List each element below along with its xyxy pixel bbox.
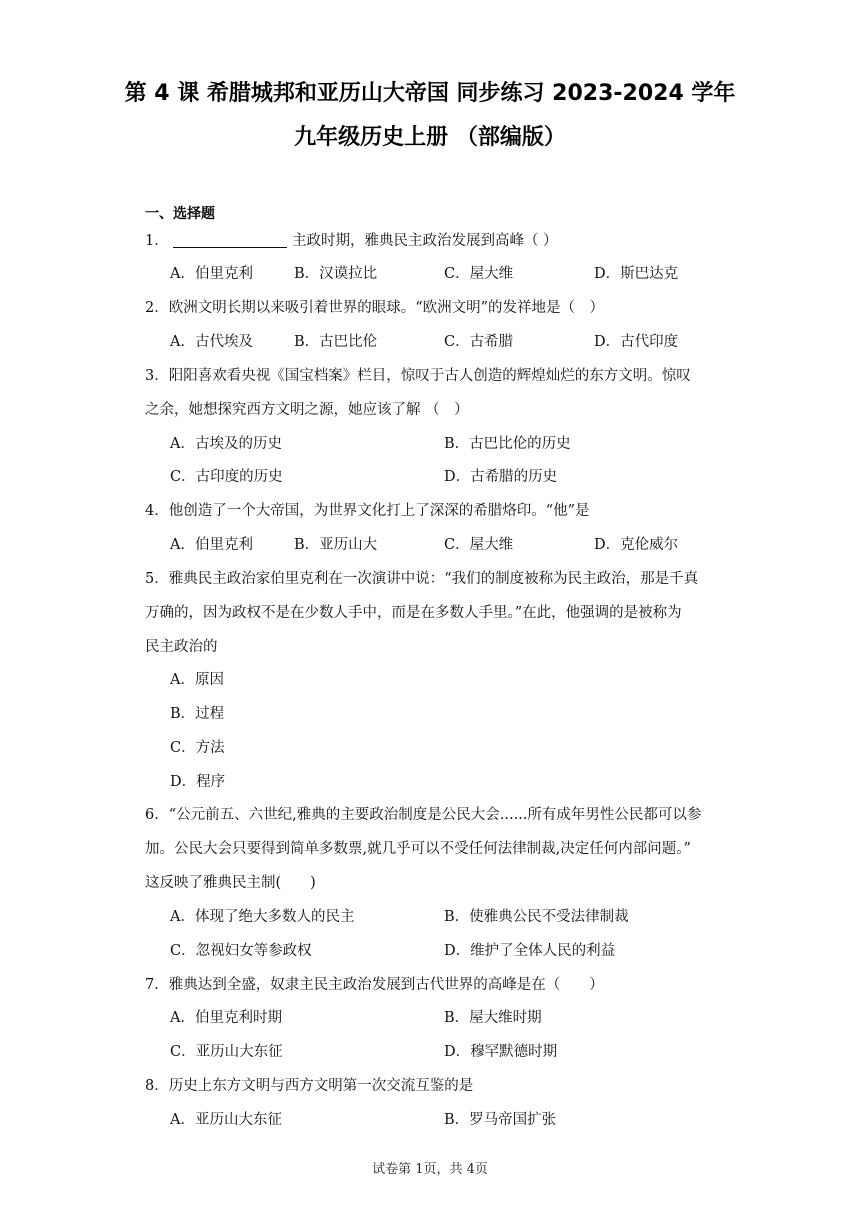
question-5-stem-line-2: 万确的，因为政权不是在少数人手中，而是在多数人手里。”在此，他强调的是被称为 — [145, 605, 682, 621]
question-2-option-b: B．古巴比伦 — [294, 334, 378, 350]
question-5-option-b: B．过程 — [170, 706, 225, 722]
document-title-line-1: 第 4 课 希腊城邦和亚历山大帝国 同步练习 2023-2024 学年 — [124, 81, 736, 106]
question-1-blank — [173, 232, 287, 248]
question-2-option-d: D．古代印度 — [594, 334, 679, 350]
question-6-stem-line-3: 这反映了雅典民主制( ) — [145, 875, 316, 891]
question-3-option-d: D．古希腊的历史 — [444, 469, 558, 485]
question-6-option-d: D．维护了全体人民的利益 — [444, 943, 616, 959]
question-5-stem-line-3: 民主政治的 — [145, 639, 218, 655]
question-8-stem: 8．历史上东方文明与西方文明第一次交流互鉴的是 — [145, 1078, 474, 1094]
question-4-option-c: C．屋大维 — [444, 537, 514, 553]
question-5-option-a: A．原因 — [170, 672, 224, 688]
question-1-option-d: D．斯巴达克 — [594, 266, 679, 282]
question-3-stem-line-2: 之余，她想探究西方文明之源，她应该了解 （ ） — [145, 402, 469, 418]
question-3-stem-line-1: 3．阳阳喜欢看央视《国宝档案》栏目，惊叹于古人创造的辉煌灿烂的东方文明。惊叹 — [145, 368, 691, 384]
question-2-option-a: A．古代埃及 — [170, 334, 253, 350]
question-4-stem: 4．他创造了一个大帝国，为世界文化打上了深深的希腊烙印。“他”是 — [145, 503, 590, 519]
question-3-option-b: B．古巴比伦的历史 — [444, 436, 571, 452]
question-5-stem-line-1: 5．雅典民主政治家伯里克利在一次演讲中说：“我们的制度被称为民主政治，那是千真 — [145, 571, 699, 587]
question-1-option-b: B．汉谟拉比 — [294, 266, 378, 282]
question-1-number: 1． — [145, 233, 169, 249]
question-5-option-c: C．方法 — [170, 740, 225, 756]
question-8-option-b: B．罗马帝国扩张 — [444, 1112, 557, 1128]
question-3-option-c: C．古印度的历史 — [170, 469, 283, 485]
question-1-option-a: A．伯里克利 — [170, 266, 253, 282]
question-1-text: 主政时期，雅典民主政治发展到高峰（ ） — [291, 233, 558, 249]
question-8-option-a: A．亚历山大东征 — [170, 1112, 282, 1128]
question-4-option-d: D．克伦威尔 — [594, 537, 679, 553]
question-7-stem: 7．雅典达到全盛，奴隶主民主政治发展到古代世界的高峰是在（ ） — [145, 977, 604, 993]
question-4-option-b: B．亚历山大 — [294, 537, 378, 553]
question-2-stem: 2．欧洲文明长期以来吸引着世界的眼球。“欧洲文明”的发祥地是（ ） — [145, 300, 605, 316]
question-1-option-c: C．屋大维 — [444, 266, 514, 282]
question-6-option-c: C．忽视妇女等参政权 — [170, 943, 312, 959]
question-1-stem — [145, 231, 725, 251]
section-heading: 一、选择题 — [145, 206, 215, 222]
document-title-line-2: 九年级历史上册 （部编版） — [294, 125, 566, 150]
question-6-option-b: B．使雅典公民不受法律制裁 — [444, 909, 629, 925]
question-7-option-b: B．屋大维时期 — [444, 1010, 542, 1026]
question-3-option-a: A．古埃及的历史 — [170, 436, 282, 452]
question-6-stem-line-1: 6．“公元前五、六世纪,雅典的主要政治制度是公民大会......所有成年男性公民都可以参 — [145, 807, 702, 823]
page-footer: 试卷第 1页，共 4页 — [372, 1162, 488, 1177]
question-7-option-d: D．穆罕默德时期 — [444, 1044, 558, 1060]
question-6-stem-line-2: 加。公民大会只要得到简单多数票,就几乎可以不受任何法律制裁,决定任何内部问题。” — [145, 841, 691, 857]
question-5-option-d: D．程序 — [170, 774, 226, 790]
question-7-option-c: C．亚历山大东征 — [170, 1044, 283, 1060]
question-7-option-a: A．伯里克利时期 — [170, 1010, 282, 1026]
question-2-option-c: C．古希腊 — [444, 334, 514, 350]
question-4-option-a: A．伯里克利 — [170, 537, 253, 553]
question-6-option-a: A．体现了绝大多数人的民主 — [170, 909, 355, 925]
